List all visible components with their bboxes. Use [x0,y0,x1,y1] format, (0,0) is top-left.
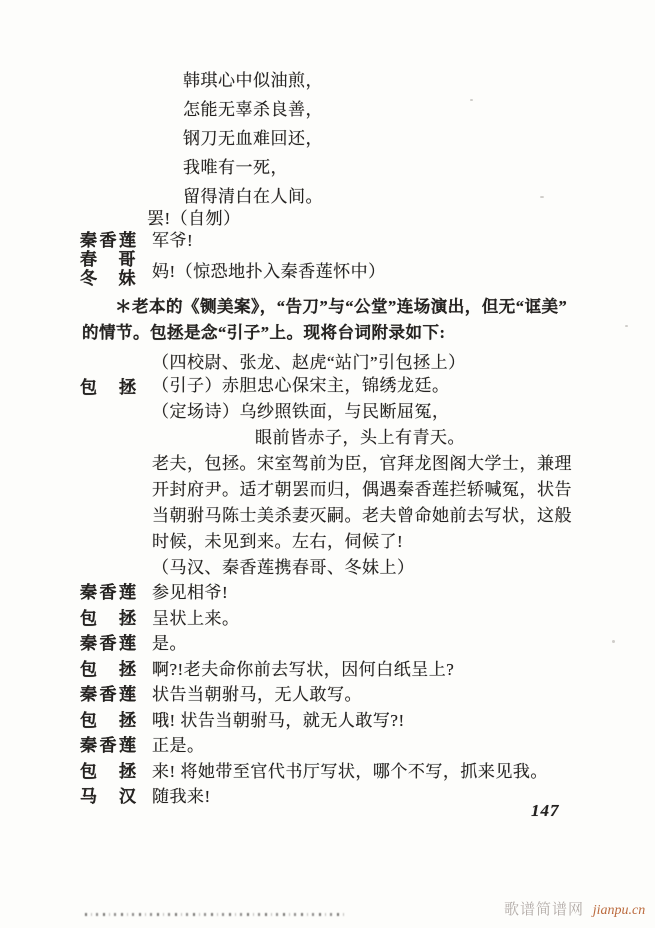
speaker-line: 军爷! [152,231,194,250]
speaker-name: 马汉 [80,787,136,806]
speaker-name: 包拯 [80,762,136,781]
speaker-name: 包拯 [80,660,136,679]
speech-line: （定场诗）乌纱照铁面，与民断屈冤， [152,402,450,421]
verse-line: 韩琪心中似油煎， [183,71,323,90]
speaker-line: 妈!（惊恐地扑入秦香莲怀中） [152,261,386,281]
scan-edge-artifact [85,913,347,916]
dialogue-row [80,757,548,782]
speech-line: （引子）赤胆忠心保宋主，锦绣龙廷。 [152,376,450,395]
scan-speck [470,99,473,101]
dialogue-row [80,680,362,705]
speaker-name: 秦香莲 [80,634,136,653]
speaker-line: 呈状上来。 [152,609,240,628]
scan-speck [625,325,628,327]
watermark-site-url: jianpu.cn [592,903,646,918]
stage-direction: （四校尉、张龙、赵虎“站门”引包拯上） [152,353,466,372]
speaker-name: 秦香莲 [80,583,136,602]
speaker-line: 状告当朝驸马，无人敢写。 [152,685,362,704]
baozheng-speech [152,373,572,581]
speaker-line: 正是。 [152,736,205,755]
footnote [82,294,567,346]
stage-direction: （马汉、秦香莲携春哥、冬妹上） [152,558,415,577]
speech-line: 眼前皆赤子，头上有青天。 [255,428,465,447]
scan-speck [612,640,615,643]
watermark-site-name: 歌谱简谱网 [504,902,585,918]
speech-line: 开封府尹。适才朝罢而归，偶遇秦香莲拦轿喊冤，状告 [152,480,572,499]
dialogue-row [80,782,211,807]
footnote-line: ＊老本的《铡美案》，“告刀”与“公堂”连场演出，但无“诓美” [115,297,568,316]
scan-speck [540,196,544,198]
speaker-line: 啊?!老夫命你前去写状，因何白纸呈上? [152,660,455,679]
speaker-name-bottom: 冬妹 [80,269,136,288]
verse-block [183,66,323,211]
speaker-name-stacked [80,250,136,288]
page-number: 147 [531,801,560,820]
dialogue-row [80,655,454,680]
verse-line: 我唯有一死， [183,158,288,177]
dialogue-row [80,578,228,603]
verse-closing-line: 罢!（自刎） [147,209,241,228]
verse-line: 钢刀无血难回还， [183,129,323,148]
dialogue-row [80,250,386,288]
speaker-line: 参见相爷! [152,583,229,602]
speaker-name: 包拯 [80,609,136,628]
dialogue-row [80,629,187,654]
speaker-name: 秦香莲 [80,736,136,755]
dialogue-row [80,706,405,731]
speaker-name: 包拯 [80,378,136,397]
speaker-line: 来! 将她带至官代书厅写状，哪个不写，抓来见我。 [152,762,548,781]
speaker-line: 是。 [152,634,187,653]
footnote-line: 的情节。包拯是念“引子”上。现将台词附录如下: [82,323,446,342]
speaker-name: 包拯 [80,711,136,730]
speaker-name: 秦香莲 [80,685,136,704]
dialogue-row [80,604,240,629]
dialogue-row [80,731,205,756]
dialogue-row [80,226,193,251]
speaker-name-top: 春哥 [80,250,136,269]
verse-line: 留得清白在人间。 [183,187,323,206]
speech-line: 当朝驸马陈士美杀妻灭嗣。老夫曾命她前去写状，这般 [152,506,572,525]
speaker-name-row [80,373,136,398]
speech-line: 时候，未见到来。左右，伺候了! [152,532,404,551]
speaker-line: 随我来! [152,787,211,806]
verse-line: 怎能无辜杀良善， [183,100,323,119]
speech-line: 老夫，包拯。宋室驾前为臣，官拜龙图阁大学士，兼理 [152,454,572,473]
watermark [504,898,645,919]
speaker-line: 哦! 状告当朝驸马，就无人敢写?! [152,711,405,730]
speaker-name: 秦香莲 [80,231,136,250]
